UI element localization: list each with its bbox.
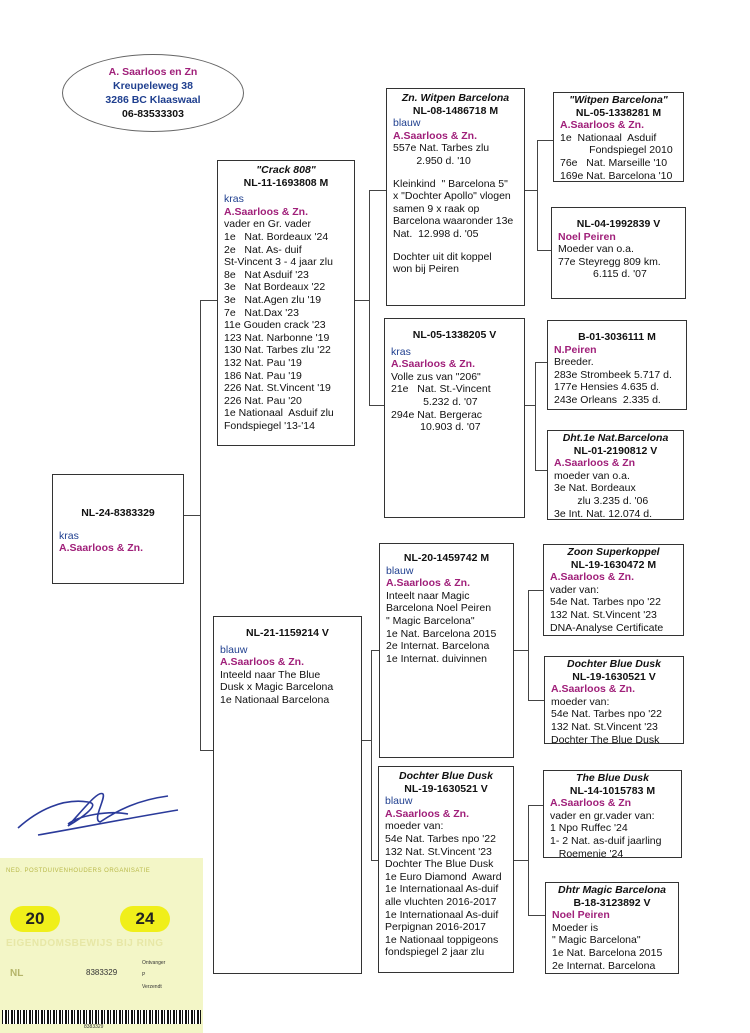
subject-color: kras — [59, 529, 79, 542]
sire-dam-breeder: A.Saarloos & Zn. — [391, 358, 476, 371]
subject-card — [52, 474, 184, 584]
connector — [200, 300, 217, 301]
sire-dam-ring: NL-05-1338205 V — [412, 329, 497, 341]
sire-color: kras — [224, 193, 244, 206]
dam-sire-line: 1e Internat. duivinnen — [386, 652, 487, 665]
connector — [371, 650, 379, 651]
year-right: 24 — [120, 906, 170, 932]
dam-dam-line: fondspiegel 2 jaar zlu — [385, 946, 485, 959]
ss-sire-line: 76e Nat. Marseille '10 — [560, 156, 668, 169]
sd-sire-card — [547, 320, 687, 410]
dam-dam-card — [378, 766, 514, 973]
dam-dam-line: moeder van: — [385, 820, 444, 833]
sire-line: St-Vincent 3 - 4 jaar zlu — [224, 256, 333, 269]
dd-dam-ring: B-18-3123892 V — [573, 896, 651, 909]
sire-line: 1e Nationaal Asduif zlu — [224, 407, 334, 420]
sire-breeder: A.Saarloos & Zn. — [224, 205, 309, 218]
dam-card — [213, 616, 362, 974]
sire-line: vader en Gr. vader — [224, 218, 311, 231]
ds-sire-title: Zoon Superkoppel — [567, 546, 660, 558]
sire-dam-line: Volle zus van "206" — [391, 370, 481, 383]
sd-sire-line: Breeder. — [554, 356, 594, 369]
dam-sire-card — [379, 543, 514, 758]
dd-sire-ring: NL-14-1015783 M — [569, 784, 656, 797]
sd-dam-title: Dht.1e Nat.Barcelona — [562, 432, 669, 444]
ss-sire-breeder: A.Saarloos & Zn. — [560, 119, 645, 132]
sire-line: 8e Nat Asduif '23 — [224, 268, 309, 281]
ss-dam-line: 77e Steyregg 809 km. — [558, 255, 661, 268]
ring-ownership-card — [0, 858, 203, 1033]
ss-dam-card — [551, 207, 686, 299]
sire-line: 2e Nat. As- duif — [224, 243, 302, 256]
sire-dam-line: 5.232 d. '07 — [391, 395, 478, 408]
connector — [537, 250, 551, 251]
dam-sire-line: Inteelt naar Magic — [386, 589, 470, 602]
connector — [514, 860, 528, 861]
ds-dam-line: moeder van: — [551, 695, 610, 708]
sire-ring: NL-11-1693808 M — [243, 176, 329, 189]
dam-line: Inteeld naar The Blue — [220, 668, 321, 681]
sire-sire-card — [386, 88, 525, 306]
sire-sire-note: Barcelona waaronder 13e — [393, 215, 514, 228]
dam-dam-line: Dochter The Blue Dusk — [385, 858, 494, 871]
sire-line: 3e Nat Bordeaux '22 — [224, 281, 326, 294]
dd-sire-line: vader en gr.vader van: — [550, 809, 655, 822]
dam-dam-line: Perpignan 2016-2017 — [385, 921, 487, 934]
sire-sire-ring: NL-08-1486718 M — [412, 104, 499, 117]
ss-sire-line: 169e Nat. Barcelona '10 — [560, 169, 673, 182]
dam-dam-line: 1e Internationaal As-duif — [385, 908, 499, 921]
connector — [369, 190, 370, 405]
sire-dam-color: kras — [391, 345, 411, 358]
owner-phone: 06-83533303 — [122, 108, 184, 120]
sire-line: 226 Nat. St.Vincent '19 — [224, 382, 331, 395]
ss-dam-ring: NL-04-1992839 V — [576, 218, 661, 230]
sire-line: 123 Nat. Narbonne '19 — [224, 331, 330, 344]
sire-dam-line: 10.903 d. '07 — [391, 421, 481, 434]
dd-dam-card — [545, 882, 679, 974]
dam-ring: NL-21-1159214 V — [246, 627, 329, 639]
dam-sire-line: " Magic Barcelona" — [386, 614, 475, 627]
dam-dam-line: 1e Euro Diamond Award — [385, 870, 502, 883]
connector — [535, 362, 536, 470]
ring-card-band: EIGENDOMSBEWIJS BIJ RING — [6, 938, 164, 949]
dam-dam-line: 1e Nationaal toppigeons — [385, 933, 499, 946]
connector — [525, 190, 537, 191]
sire-line: 130 Nat. Tarbes zlu '22 — [224, 344, 331, 357]
ds-sire-card — [543, 544, 684, 636]
connector — [369, 405, 384, 406]
dam-line: Dusk x Magic Barcelona — [220, 681, 334, 694]
ring-card-country: NL — [10, 968, 24, 979]
sire-line: 1e Nat. Bordeaux '24 — [224, 230, 329, 243]
dam-dam-line: 132 Nat. St.Vincent '23 — [385, 845, 492, 858]
sire-line: Fondspiegel '13-'14 — [224, 419, 315, 432]
dam-sire-color: blauw — [386, 564, 414, 577]
ss-sire-card — [553, 92, 684, 182]
dd-dam-line: " Magic Barcelona" — [552, 934, 641, 947]
ss-sire-line: 1e Nationaal Asduif — [560, 131, 657, 144]
dam-sire-ring: NL-20-1459742 M — [403, 552, 490, 564]
dd-sire-line: 1- 2 Nat. as-duif jaarling — [550, 834, 662, 847]
sire-card — [217, 160, 355, 446]
sd-sire-breeder: N.Peiren — [554, 343, 597, 356]
dam-dam-line: 1e Internationaal As-duif — [385, 883, 499, 896]
dd-sire-breeder: A.Saarloos & Zn — [550, 797, 632, 810]
connector — [528, 590, 543, 591]
sire-dam-card — [384, 318, 525, 518]
dam-sire-line: 1e Nat. Barcelona 2015 — [386, 627, 497, 640]
dam-dam-color: blauw — [385, 795, 413, 808]
connector — [528, 700, 544, 701]
year-left: 20 — [10, 906, 60, 932]
sire-sire-note: Kleinkind " Barcelona 5" — [393, 177, 508, 190]
ring-card-opt1: Ontvanger — [142, 960, 166, 966]
ss-dam-line: Moeder van o.a. — [558, 243, 634, 256]
ring-card-header: NED. POSTDUIVENHOUDERS ORGANISATIE — [6, 868, 151, 874]
sire-sire-note: won bij Peiren — [393, 263, 459, 276]
ss-sire-title: "Witpen Barcelona" — [569, 94, 668, 106]
dam-dam-title: Dochter Blue Dusk — [399, 770, 493, 782]
dam-sire-line: Barcelona Noel Peiren — [386, 602, 492, 615]
dd-dam-line: Moeder is — [552, 921, 599, 934]
dam-dam-line: alle vluchten 2016-2017 — [385, 895, 497, 908]
connector — [184, 515, 200, 516]
sire-line: 7e Nat.Dax '23 — [224, 306, 299, 319]
connector — [369, 190, 386, 191]
dam-dam-line: 54e Nat. Tarbes npo '22 — [385, 832, 496, 845]
sire-sire-note: samen 9 x raak op — [393, 202, 480, 215]
ds-dam-line: 132 Nat. St.Vincent '23 — [551, 720, 658, 733]
ds-dam-ring: NL-19-1630521 V — [572, 670, 656, 683]
ds-sire-line: vader van: — [550, 583, 600, 596]
connector — [355, 300, 369, 301]
sd-dam-ring: NL-01-2190812 V — [573, 444, 658, 457]
sd-dam-line: 3e Int. Nat. 12.074 d. — [554, 507, 653, 520]
ring-card-opt2: P — [142, 972, 146, 978]
connector — [535, 362, 547, 363]
ds-sire-ring: NL-19-1630472 M — [570, 558, 657, 571]
ds-dam-breeder: A.Saarloos & Zn. — [551, 683, 636, 696]
ss-dam-breeder: Noel Peiren — [558, 230, 616, 243]
connector — [362, 740, 371, 741]
sire-sire-line: 557e Nat. Tarbes zlu — [393, 142, 490, 155]
sire-line: 186 Nat. Pau '19 — [224, 369, 302, 382]
dam-sire-breeder: A.Saarloos & Zn. — [386, 577, 471, 590]
sire-sire-breeder: A.Saarloos & Zn. — [393, 129, 478, 142]
ss-dam-line: 6.115 d. '07 — [558, 268, 647, 281]
dam-sire-line: 2e Internat. Barcelona — [386, 640, 490, 653]
sire-dam-line: 294e Nat. Bergerac — [391, 408, 483, 421]
sd-dam-line: 3e Nat. Bordeaux — [554, 482, 636, 495]
connector — [514, 650, 528, 651]
ss-sire-line: Fondspiegel 2010 — [560, 144, 673, 157]
dd-dam-line: 1e Nat. Barcelona 2015 — [552, 946, 663, 959]
ss-sire-ring: NL-05-1338281 M — [575, 106, 662, 119]
connector — [371, 650, 372, 860]
dd-dam-breeder: Noel Peiren — [552, 909, 610, 922]
dd-sire-title: The Blue Dusk — [576, 772, 649, 784]
connector — [528, 590, 529, 700]
connector — [535, 470, 547, 471]
sire-line: 226 Nat. Pau '20 — [224, 394, 302, 407]
connector — [537, 140, 553, 141]
connector — [537, 140, 538, 250]
sire-line: 132 Nat. Pau '19 — [224, 356, 302, 369]
barcode — [2, 1010, 201, 1024]
ds-sire-line: 132 Nat. St.Vincent '23 — [550, 608, 657, 621]
sire-line: 3e Nat.Agen zlu '19 — [224, 293, 322, 306]
ds-sire-breeder: A.Saarloos & Zn. — [550, 571, 635, 584]
ds-dam-title: Dochter Blue Dusk — [567, 658, 661, 670]
owner-name: A. Saarloos en Zn — [108, 66, 198, 78]
ds-dam-card — [544, 656, 684, 744]
sire-sire-note: x "Dochter Apollo" vlogen — [393, 190, 511, 203]
sire-sire-title: Zn. Witpen Barcelona — [401, 92, 510, 104]
sire-title: "Crack 808" — [256, 164, 316, 176]
owner-stamp — [62, 54, 244, 132]
ds-sire-line: 54e Nat. Tarbes npo '22 — [550, 596, 661, 609]
subject-breeder: A.Saarloos & Zn. — [59, 542, 144, 555]
sd-sire-line: 283e Strombeek 5.717 d. — [554, 368, 672, 381]
sire-sire-note: Dochter uit dit koppel — [393, 250, 492, 263]
connector — [371, 860, 378, 861]
sd-dam-card — [547, 430, 684, 520]
dam-dam-ring: NL-19-1630521 V — [404, 782, 488, 795]
sire-dam-line: 21e Nat. St.-Vincent — [391, 383, 491, 396]
ds-dam-line: Dochter The Blue Dusk — [551, 733, 660, 744]
ds-sire-line: DNA-Analyse Certificate — [550, 621, 664, 634]
sd-dam-line: moeder van o.a. — [554, 469, 630, 482]
owner-street: Kreupeleweg 38 — [113, 80, 193, 92]
dd-sire-line: 1 Npo Ruffec '24 — [550, 822, 628, 835]
ring-card-number: 8383329 — [86, 968, 118, 977]
sire-sire-line: 2.950 d. '10 — [393, 154, 471, 167]
barcode-number: 8383329 — [84, 1024, 104, 1030]
connector — [528, 805, 543, 806]
ds-dam-line: 54e Nat. Tarbes npo '22 — [551, 708, 662, 721]
signature — [8, 780, 188, 850]
sire-line: 11e Gouden crack '23 — [224, 319, 326, 332]
sd-dam-line: zlu 3.235 d. '06 — [554, 494, 649, 507]
dam-line: 1e Nationaal Barcelona — [220, 693, 330, 706]
connector — [200, 750, 213, 751]
connector — [528, 805, 529, 915]
subject-ring: NL-24-8383329 — [81, 507, 155, 519]
sd-sire-line: 177e Hensies 4.635 d. — [554, 381, 660, 394]
sd-sire-line: 243e Orleans 2.335 d. — [554, 393, 661, 406]
dam-breeder: A.Saarloos & Zn. — [220, 656, 305, 669]
connector — [200, 300, 201, 750]
dd-sire-line: Roemenie '24 — [550, 847, 624, 858]
connector — [525, 405, 535, 406]
dam-color: blauw — [220, 643, 248, 656]
sd-dam-breeder: A.Saarloos & Zn — [554, 457, 636, 470]
ring-card-opt3: Verzendt — [142, 984, 162, 990]
sire-sire-color: blauw — [393, 117, 421, 130]
dd-dam-title: Dhtr Magic Barcelona — [558, 884, 666, 896]
sd-sire-ring: B-01-3036111 M — [578, 331, 656, 343]
owner-city: 3286 BC Klaaswaal — [105, 94, 201, 106]
sire-sire-note: Nat. 12.998 d. '05 — [393, 227, 479, 240]
dd-sire-card — [543, 770, 682, 858]
dam-dam-breeder: A.Saarloos & Zn. — [385, 807, 470, 820]
connector — [528, 915, 545, 916]
dd-dam-line: 2e Internat. Barcelona — [552, 959, 656, 972]
